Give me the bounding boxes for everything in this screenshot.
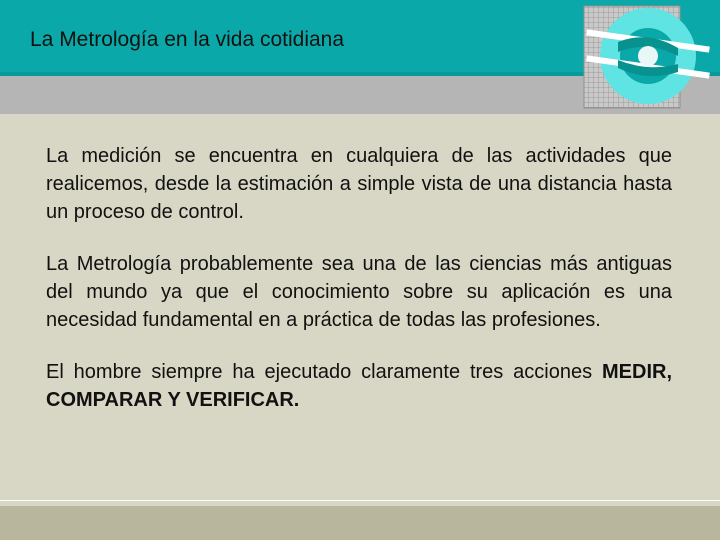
body-paragraph-3 bbox=[46, 358, 672, 414]
metrology-logo-icon bbox=[578, 2, 718, 114]
closing-emphasis: MEDIR, COMPARAR Y VERIFICAR. bbox=[46, 361, 672, 411]
footer-band bbox=[0, 506, 720, 540]
body-paragraph-2: La Metrología probablemente sea una de las ciencias más antiguas del mundo ya que el conocimiento sobre su aplicación es una necesidad fundamental en a práctica de todas las profesiones. bbox=[46, 253, 672, 331]
bottom-divider bbox=[0, 500, 720, 501]
body-paragraph-1: La medición se encuentra en cualquiera de las actividades que realicemos, desde la estimación a simple vista de una distancia hasta un proceso de control. bbox=[46, 145, 672, 223]
slide-title: La Metrología en la vida cotidiana bbox=[30, 28, 345, 51]
slide-body bbox=[46, 142, 672, 414]
closing-text: El hombre siempre ha ejecutado claramente tres acciones bbox=[46, 361, 593, 383]
